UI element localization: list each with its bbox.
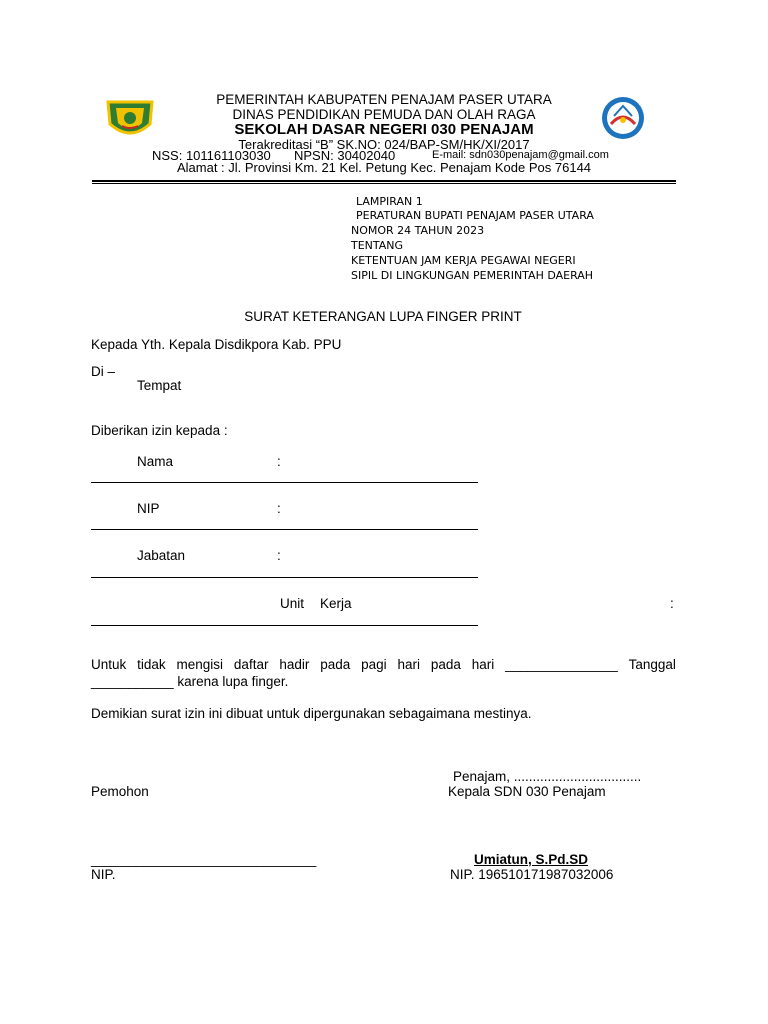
- field-line-jabatan: [91, 577, 478, 578]
- lampiran-subject-2: SIPIL DI LINGKUNGAN PEMERINTAH DAERAH: [351, 269, 594, 282]
- field-line-nama: [91, 482, 478, 483]
- field-line-nip: [91, 529, 478, 530]
- signature-right-nip: NIP. 196510171987032006: [450, 867, 614, 882]
- signature-right-role: Kepala SDN 030 Penajam: [448, 784, 606, 799]
- statement-word: hadir: [279, 657, 310, 672]
- statement-word: daftar: [233, 657, 269, 672]
- lampiran-number: LAMPIRAN 1: [356, 195, 423, 208]
- signature-left-line: ______________________________: [91, 852, 317, 867]
- signature-right-name: Umiatun, S.Pd.SD: [474, 852, 589, 867]
- field-label-unit: Unit: [280, 596, 305, 611]
- tempat-label: Tempat: [137, 378, 182, 393]
- statement-word: hari: [471, 657, 495, 672]
- field-colon-nama: :: [277, 454, 281, 469]
- di-label: Di –: [91, 364, 116, 379]
- document-title: SURAT KETERANGAN LUPA FINGER PRINT: [244, 309, 522, 324]
- lampiran-nomor: NOMOR 24 TAHUN 2023: [351, 224, 485, 237]
- intro-text: Diberikan izin kepada :: [91, 423, 228, 438]
- closing-statement: Demikian surat izin ini dibuat untuk dipergunakan sebagaimana mestinya.: [91, 706, 532, 721]
- statement-word: pagi: [361, 657, 387, 672]
- signature-left-nip: NIP.: [91, 867, 116, 882]
- statement-word: Tanggal: [628, 657, 676, 672]
- signature-left-role: Pemohon: [91, 784, 149, 799]
- statement-date-blank: _______________: [505, 657, 618, 672]
- statement-line-1: [91, 657, 676, 672]
- field-colon-jabatan: :: [277, 548, 281, 563]
- header-department: DINAS PENDIDIKAN PEMUDA DAN OLAH RAGA: [232, 107, 536, 122]
- statement-word: pada: [320, 657, 351, 672]
- field-label-nama: Nama: [137, 454, 174, 469]
- statement-word: Untuk: [91, 657, 127, 672]
- header-government: PEMERINTAH KABUPATEN PENAJAM PASER UTARA: [216, 92, 552, 107]
- field-label-nip: NIP: [137, 501, 160, 516]
- header-npsn: NPSN: 30402040: [294, 148, 396, 163]
- header-school-name: SEKOLAH DASAR NEGERI 030 PENAJAM: [234, 121, 534, 138]
- lampiran-tentang: TENTANG: [351, 239, 404, 252]
- statement-word: pada: [430, 657, 461, 672]
- header-address: Alamat : Jl. Provinsi Km. 21 Kel. Petung Kec. Penajam Kode Pos 76144: [176, 160, 592, 175]
- header-divider-thin: [92, 183, 676, 184]
- field-label-jabatan: Jabatan: [137, 548, 186, 563]
- header-divider-thick: [92, 180, 676, 182]
- field-colon-nip: :: [277, 501, 281, 516]
- statement-word: tidak: [137, 657, 166, 672]
- lampiran-regulation: PERATURAN BUPATI PENAJAM PASER UTARA: [356, 209, 594, 222]
- field-label-kerja: Kerja: [320, 596, 352, 611]
- lampiran-subject-1: KETENTUAN JAM KERJA PEGAWAI NEGERI: [351, 254, 576, 267]
- statement-word: mengisi: [176, 657, 224, 672]
- header-nss: NSS: 101161103030: [152, 148, 271, 163]
- place-date: Penajam, ..................................: [453, 769, 642, 784]
- field-colon-unit-kerja: :: [670, 596, 674, 611]
- statement-word: hari: [397, 657, 421, 672]
- header-accreditation: Terakreditasi “B” SK.NO: 024/BAP-SM/HK/XI/2017: [238, 137, 530, 152]
- recipient: Kepada Yth. Kepala Disdikpora Kab. PPU: [91, 337, 342, 352]
- header-email: E-mail: sdn030penajam@gmail.com: [432, 149, 609, 161]
- statement-line-2: ___________ karena lupa finger.: [91, 674, 289, 689]
- field-line-unit-kerja: [91, 625, 478, 626]
